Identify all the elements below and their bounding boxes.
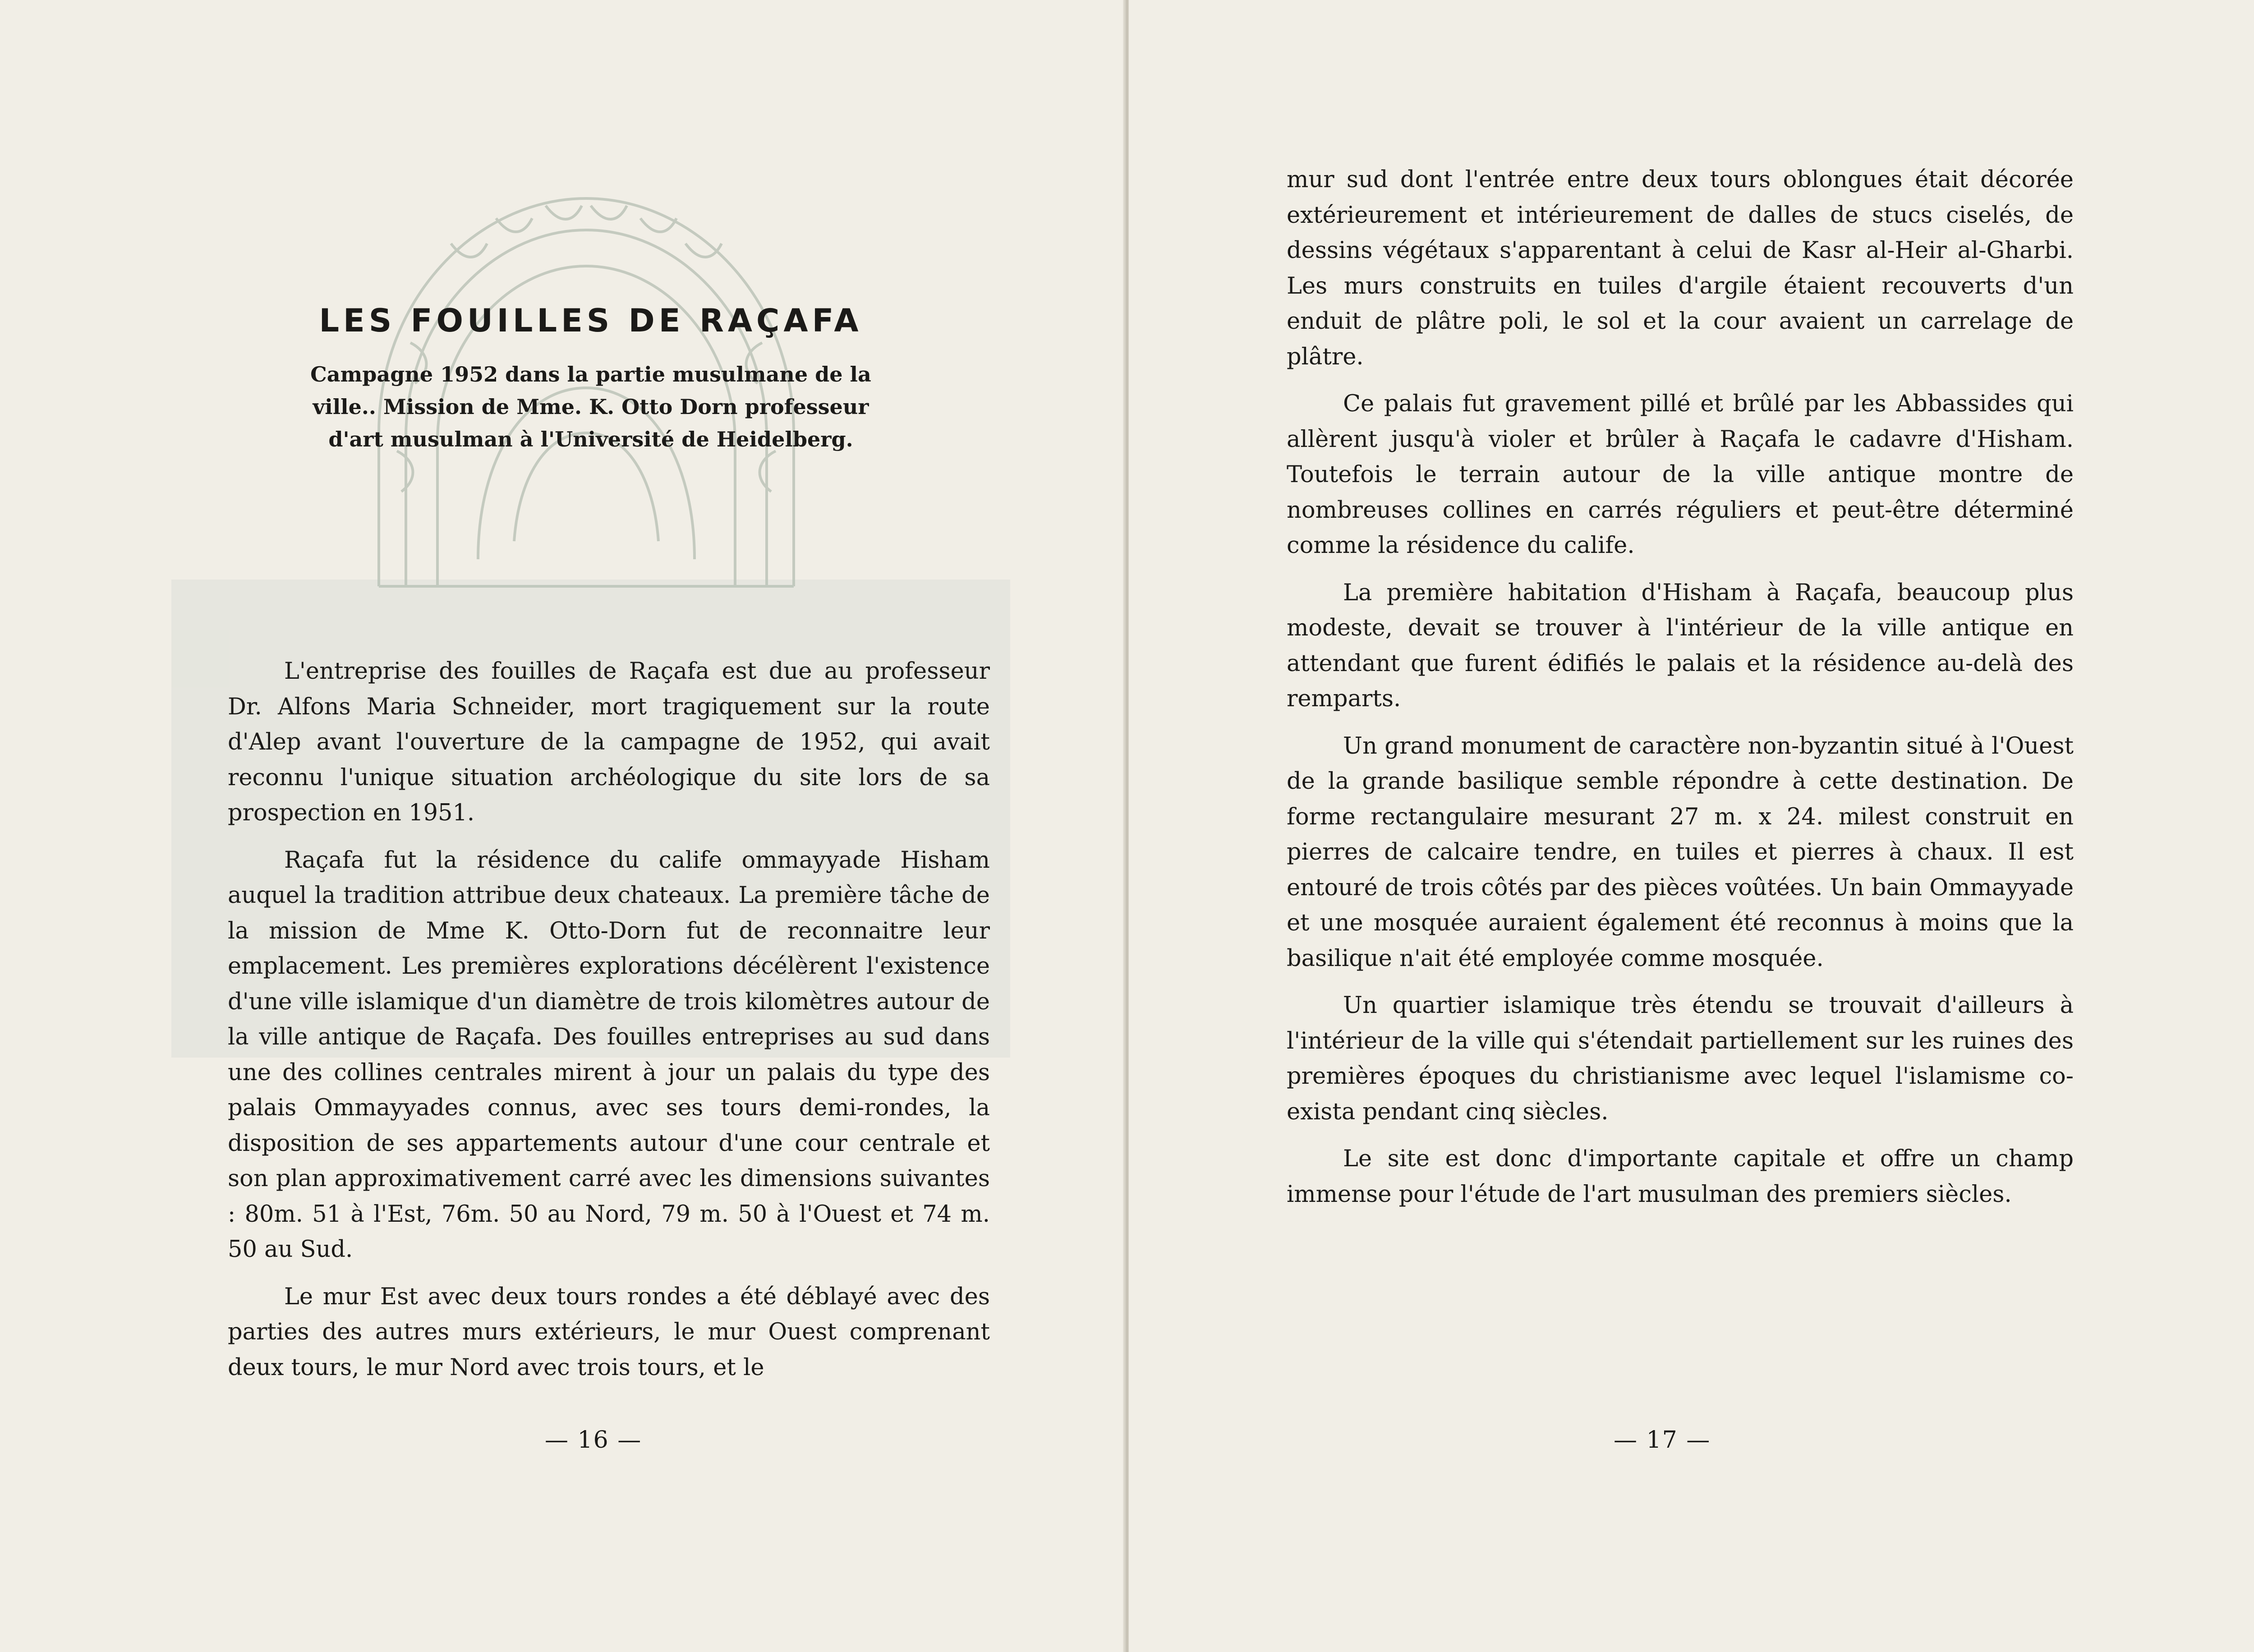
article-subtitle: Campagne 1952 dans la partie musulmane de la ville.. Mission de Mme. K. Otto Dorn professeur d'art musulman à l'Université de Heidelberg. — [310, 362, 871, 451]
right-page — [1129, 0, 2254, 1652]
left-page — [0, 0, 1125, 1652]
paragraph: mur sud dont l'entrée entre deux tours oblongues était décorée extérieurement et intérieurement de dalles de stucs ciselés, de dessins végétaux s'apparentant à celui de Kasr al-Heir al-Gharbi. Les murs construits en tuiles d'argile étaient recouverts d'un enduit de plâtre poli, le sol et la cour avaient un carrelage de plâtre. — [1287, 166, 2074, 370]
paragraph: Raçafa fut la résidence du calife ommayyade Hisham auquel la tradition attribue deux chateaux. La première tâche de la mission de Mme K. Otto-Dorn fut de reconnaitre leur emplacement. Les premières explorations décélèrent l'existence d'une ville islamique d'un diamètre de trois kilomètres autour de la ville antique de Raçafa. Des fouilles entreprises au sud dans une des collines centrales mirent à jour un palais du type des palais Ommayyades connus, avec ses tours demi-rondes, la disposition de ses appartements autour d'une cour centrale et son plan approximativement carré avec les dimensions suivantes : 80m. 51 à l'Est, 76m. 50 au Nord, 79 m. 50 à l'Ouest et 74 m. 50 au Sud. — [228, 847, 990, 1263]
paragraph: Un quartier islamique très étendu se trouvait d'ailleurs à l'intérieur de la ville qui s'étendait partiellement sur les ruines des premières époques du christianisme avec lequel l'islamisme co-exista pendant cinq siècles. — [1287, 992, 2074, 1125]
right-body-text — [1287, 162, 2074, 1224]
article-title: LES FOUILLES DE RAÇAFA — [319, 302, 863, 339]
page-number: — 17 — — [1614, 1427, 1711, 1454]
paragraph: Ce palais fut gravement pillé et brûlé par les Abbassides qui allèrent jusqu'à violer et brûler à Raçafa le cadavre d'Hisham. Toutefois le terrain autour de la ville antique montre de nombreuses collines en carrés réguliers et peut-être déterminé comme la résidence du calife. — [1287, 391, 2074, 559]
article-header — [235, 302, 947, 456]
paragraph: La première habitation d'Hisham à Raçafa, beaucoup plus modeste, devait se trouver à l'intérieur de la ville antique en attendant que furent édifiés le palais et la résidence au-delà des remparts. — [1287, 579, 2074, 712]
left-body-text — [228, 654, 990, 1397]
paragraph: Le site est donc d'importante capitale et offre un champ immense pour l'étude de l'art musulman des premiers siècles. — [1287, 1146, 2074, 1208]
page-number: — 16 — — [545, 1427, 642, 1454]
paragraph: Un grand monument de caractère non-byzantin situé à l'Ouest de la grande basilique semble répondre à cette destination. De forme rectangulaire mesurant 27 m. x 24. milest construit en pierres de calcaire tendre, en tuiles et pierres à chaux. Il est entouré de trois côtés par des pièces voûtées. Un bain Ommayyade et une mosquée auraient également été reconnus à moins que la basilique n'ait été employée comme mosquée. — [1287, 732, 2074, 972]
paragraph: Le mur Est avec deux tours rondes a été déblayé avec des parties des autres murs extérieurs, le mur Ouest comprenant deux tours, le mur Nord avec trois tours, et le — [228, 1283, 990, 1381]
paragraph: L'entreprise des fouilles de Raçafa est due au professeur Dr. Alfons Maria Schneider, mort tragiquement sur la route d'Alep avant l'ouverture de la campagne de 1952, qui avait reconnu l'unique situation archéologique du site lors de sa prospection en 1951. — [228, 658, 990, 826]
